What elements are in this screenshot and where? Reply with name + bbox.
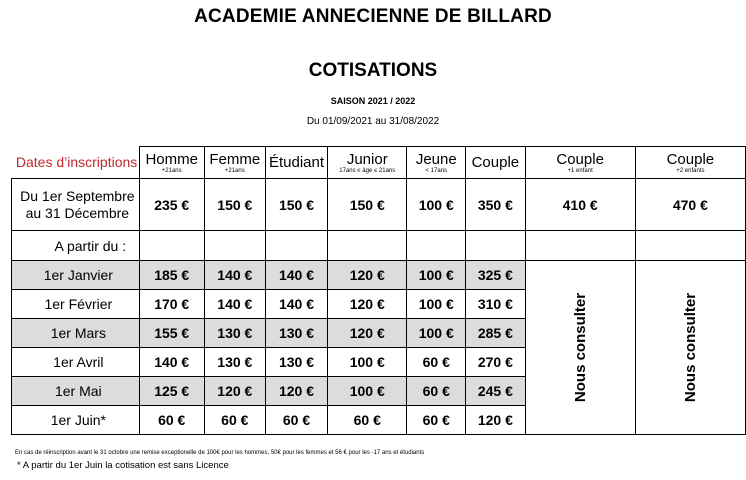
table-cell: 120 € — [204, 377, 265, 406]
col-header-femme: Femme +21ans — [204, 147, 265, 179]
col-header-couple-2-enfants: Couple +2 enfants — [635, 147, 745, 179]
table-cell: 310 € — [466, 290, 525, 319]
row-label: 1er Janvier — [12, 261, 140, 290]
table-cell — [265, 231, 327, 261]
period-label: Du 01/09/2021 au 31/08/2022 — [306, 116, 440, 127]
table-cell — [407, 231, 466, 261]
table-cell: 120 € — [328, 319, 407, 348]
table-cell: 350 € — [466, 179, 525, 231]
table-cell: 150 € — [204, 179, 265, 231]
table-cell: 130 € — [265, 348, 327, 377]
table-cell: 120 € — [265, 377, 327, 406]
table-cell: 100 € — [407, 290, 466, 319]
table-cell: 270 € — [466, 348, 525, 377]
table-cell: 170 € — [139, 290, 204, 319]
table-cell — [525, 231, 635, 261]
table-cell: 130 € — [204, 348, 265, 377]
table-cell: 100 € — [407, 179, 466, 231]
table-row — [12, 179, 746, 231]
table-cell: 410 € — [525, 179, 635, 231]
table-row — [12, 261, 746, 290]
table-cell: 325 € — [466, 261, 525, 290]
table-cell: 185 € — [139, 261, 204, 290]
header-row — [12, 147, 746, 179]
row-label: 1er Juin* — [12, 406, 140, 435]
club-name: ACADEMIE ANNECIENNE DE BILLARD — [194, 6, 552, 27]
col-header-couple-1-enfant: Couple +1 enfant — [525, 147, 635, 179]
table-cell: 60 € — [407, 377, 466, 406]
col-header-couple: Couple — [466, 147, 525, 179]
row-label: 1er Mars — [12, 319, 140, 348]
table-cell: 235 € — [139, 179, 204, 231]
table-cell: 470 € — [635, 179, 745, 231]
licence-note: * A partir du 1er Juin la cotisation est sans Licence — [17, 460, 229, 471]
table-cell: 60 € — [328, 406, 407, 435]
table-cell: 100 € — [407, 319, 466, 348]
table-cell: 155 € — [139, 319, 204, 348]
dates-header: Dates d’inscriptions — [12, 147, 140, 179]
fees-table — [11, 146, 746, 435]
table-cell: 120 € — [328, 261, 407, 290]
consult-couple-1-enfant: Nous consulter — [525, 261, 635, 435]
table-cell: 125 € — [139, 377, 204, 406]
table-cell — [466, 231, 525, 261]
row-label-sept-dec: Du 1er Septembre au 31 Décembre — [12, 179, 140, 231]
col-header-homme: Homme +21ans — [139, 147, 204, 179]
consult-couple-2-enfants: Nous consulter — [635, 261, 745, 435]
table-cell: 245 € — [466, 377, 525, 406]
table-cell: 130 € — [204, 319, 265, 348]
table-cell: 140 € — [139, 348, 204, 377]
table-cell: 130 € — [265, 319, 327, 348]
page-title: COTISATIONS — [308, 60, 438, 81]
table-cell: 140 € — [204, 290, 265, 319]
table-cell: 100 € — [328, 377, 407, 406]
table-cell: 140 € — [265, 290, 327, 319]
table-cell — [635, 231, 745, 261]
table-cell: 60 € — [204, 406, 265, 435]
col-header-junior: Junior 17ans ≤ âge ≤ 21ans — [328, 147, 407, 179]
table-cell: 60 € — [139, 406, 204, 435]
row-label: 1er Mai — [12, 377, 140, 406]
reinscription-note: En cas de réinscription avant le 31 octobre une remise exceptionelle de 100€ pour les hommes, 50€ pour les femmes et 56 € pour les -17 ans et étudiants — [15, 450, 425, 456]
table-cell: 150 € — [328, 179, 407, 231]
table-cell — [139, 231, 204, 261]
table-cell: 120 € — [328, 290, 407, 319]
table-cell: 100 € — [407, 261, 466, 290]
season-label: SAISON 2021 / 2022 — [330, 96, 416, 106]
table-cell: 140 € — [204, 261, 265, 290]
table-cell: 60 € — [265, 406, 327, 435]
table-cell: 120 € — [466, 406, 525, 435]
row-label: 1er Février — [12, 290, 140, 319]
table-cell: 100 € — [328, 348, 407, 377]
table-cell: 150 € — [265, 179, 327, 231]
table-row — [12, 231, 746, 261]
table-cell: 140 € — [265, 261, 327, 290]
col-header-etudiant: Étudiant — [265, 147, 327, 179]
apartir-label: A partir du : — [12, 231, 140, 261]
table-cell: 60 € — [407, 406, 466, 435]
col-header-jeune: Jeune < 17ans — [407, 147, 466, 179]
row-label: 1er Avril — [12, 348, 140, 377]
table-cell — [204, 231, 265, 261]
table-cell — [328, 231, 407, 261]
table-cell: 285 € — [466, 319, 525, 348]
table-cell: 60 € — [407, 348, 466, 377]
